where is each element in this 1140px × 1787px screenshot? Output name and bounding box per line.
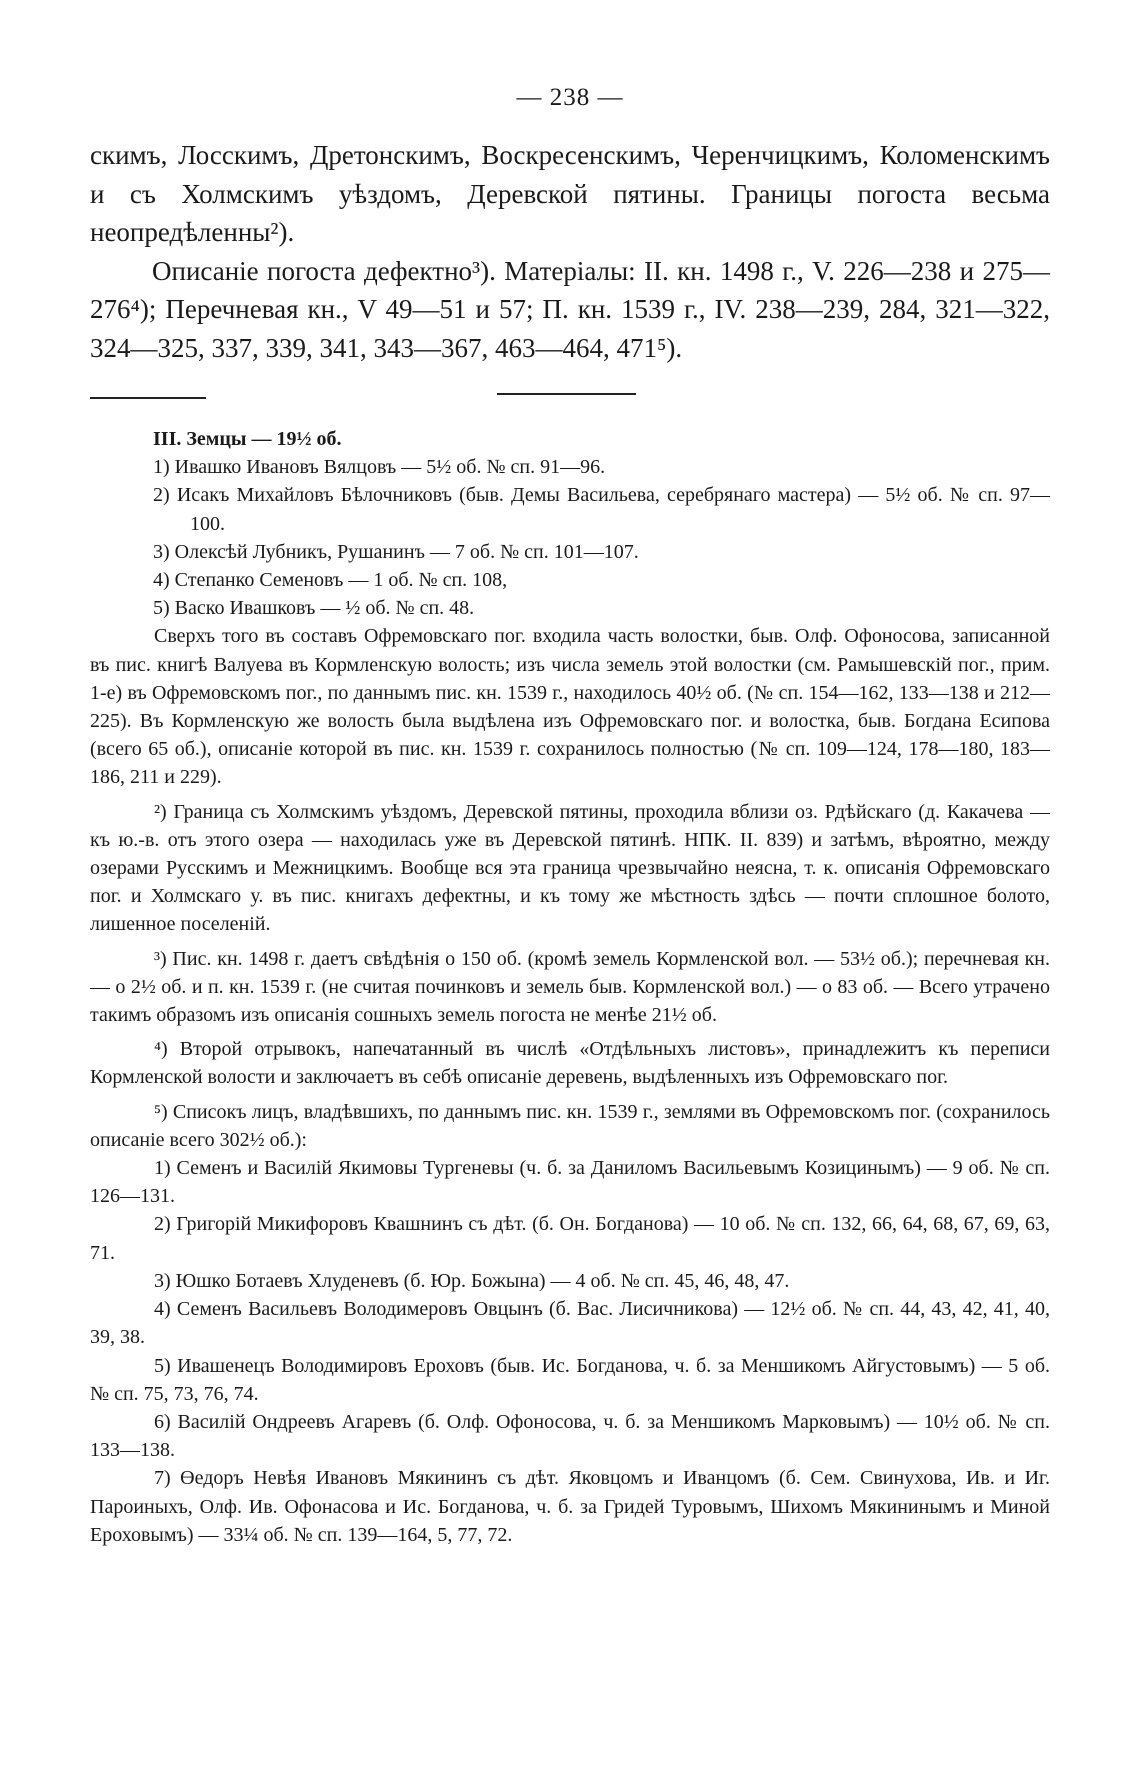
section-divider [497, 393, 636, 395]
list-item: 2) Исакъ Михайловъ Бѣлочниковъ (быв. Демы Васильева, серебрянаго мастера) — 5½ об. № сп. 97—100. [153, 484, 1050, 535]
footnote-separator [90, 397, 206, 399]
main-paragraph: скимъ, Лосскимъ, Дретонскимъ, Воскресенскимъ, Черенчицкимъ, Коломенскимъ и съ Холмскимъ уѣздомъ, Деревской пятины. Границы погоста весьма неопредѣленны²). [90, 140, 1050, 247]
list-item: 1) Ивашко Ивановъ Вялцовъ — 5½ об. № сп. 91—96. [153, 456, 606, 479]
owner-item: 2) Григорій Микифоровъ Квашнинъ съ дѣт. (б. Он. Богданова) — 10 об. № сп. 132, 66, 64, 68, 67, 69, 63, 71. [90, 1213, 1050, 1264]
owner-item: 4) Семенъ Васильевъ Володимеровъ Овцынъ (б. Вас. Лисичникова) — 12½ об. № сп. 44, 43, 42, 41, 40, 39, 38. [90, 1298, 1050, 1349]
footnote: ⁴) Второй отрывокъ, напечатанный въ числѣ «Отдѣльныхъ листовъ», принадлежитъ къ переписи Кормленской волости и заключаетъ въ себѣ описаніе деревень, выдѣленныхъ изъ Офремовскаго пог. [90, 1038, 1050, 1089]
list-item: 3) Олексѣй Лубникъ, Рушанинъ — 7 об. № сп. 101—107. [153, 540, 639, 563]
footnote: ⁵) Списокъ лицъ, владѣвшихъ, по даннымъ пис. кн. 1539 г., землями въ Офремовскомъ пог. (сохранилось описаніе всего 302½ об.): [90, 1100, 1050, 1151]
main-paragraph: Описаніе погоста дефектно³). Матеріалы: II. кн. 1498 г., V. 226—238 и 275—276⁴); Перечневая кн., V 49—51 и 57; П. кн. 1539 г., IV. 238—239, 284, 321—322, 324—325, 337, 339, 341, 343—367, 463—464, 471⁵). [90, 255, 1050, 363]
main-text [90, 136, 1050, 367]
notes-section [90, 425, 1050, 1549]
list-item: 5) Васко Ивашковъ — ½ об. № сп. 48. [153, 597, 475, 620]
page-number: — 238 — [516, 84, 624, 111]
section-heading: III. Земцы — 19½ об. [153, 428, 342, 450]
owner-item: 1) Семенъ и Василій Якимовы Тургеневы (ч. б. за Даниломъ Васильевымъ Козицинымъ) — 9 об. № сп. 126—131. [90, 1157, 1050, 1208]
owner-item: 7) Өедоръ Невѣя Ивановъ Мякининъ съ дѣт. Яковцомъ и Иванцомъ (б. Сем. Свинухова, Ив. и Иг. Пароиныхъ, Олф. Ив. Офонасова и Ис. Богданова, ч. б. за Гридей Туровымъ, Шихомъ Мякининымъ и Миной Ероховымъ) — 33¼ об. № сп. 139—164, 5, 77, 72. [90, 1467, 1050, 1546]
owner-item: 5) Ивашенецъ Володимировъ Ероховъ (быв. Ис. Богданова, ч. б. за Меншикомъ Айгустовымъ) — 5 об. № сп. 75, 73, 76, 74. [90, 1354, 1050, 1405]
footnote: ³) Пис. кн. 1498 г. даетъ свѣдѣнія о 150 об. (кромѣ земель Кормленской вол. — 53½ об.); перечневая кн. — о 2½ об. и п. кн. 1539 г. (не считая починковъ и земель быв. Кормленской вол.) — о 83 об. — Всего утрачено такимъ образомъ изъ описанія сошныхъ земель погоста не менѣе 21½ об. [90, 947, 1050, 1027]
owner-item: 6) Василій Ондреевъ Агаревъ (б. Олф. Офоносова, ч. б. за Меншикомъ Марковымъ) — 10½ об. № сп. 133—138. [90, 1410, 1050, 1462]
footnote: ²) Граница съ Холмскимъ уѣздомъ, Деревской пятины, проходила вблизи оз. Рдѣйскаго (д. Какачева — къ ю.-в. отъ этого озера — находилась уже въ Деревской пятинѣ. НПК. II. 839) и затѣмъ, вѣроятно, между озерами Русскимъ и Межницкимъ. Вообще вся эта граница чрезвычайно неясна, т. к. описанія Офремовскаго пог. и Холмскаго у. въ пис. книгахъ дефектны, и къ тому же мѣстность здѣсь — почти сплошное болото, лишенное поселеній. [90, 800, 1050, 936]
list-item: 4) Степанко Семеновъ — 1 об. № сп. 108, [153, 569, 508, 592]
section-paragraph: Сверхъ того въ составъ Офремовскаго пог. входила часть волостки, быв. Олф. Офоносова, записанной въ пис. книгѣ Валуева въ Кормленскую волость; изъ числа земель этой волостки (см. Рамышевскій пог., прим. 1-е) въ Офремовскомъ пог., по даннымъ пис. кн. 1539 г., находилось 40½ об. (№ сп. 154—162, 133—138 и 212—225). Въ Кормленскую же волость была выдѣлена изъ Офремовскаго пог. и волостка, быв. Богдана Есипова (всего 65 об.), описаніе которой въ пис. кн. 1539 г. сохранилось полностью (№ сп. 109—124, 178—180, 183—186, 211 и 229). [90, 625, 1050, 789]
owner-item: 3) Юшко Ботаевъ Хлуденевъ (б. Юр. Божына) — 4 об. № сп. 45, 46, 48, 47. [154, 1269, 790, 1292]
